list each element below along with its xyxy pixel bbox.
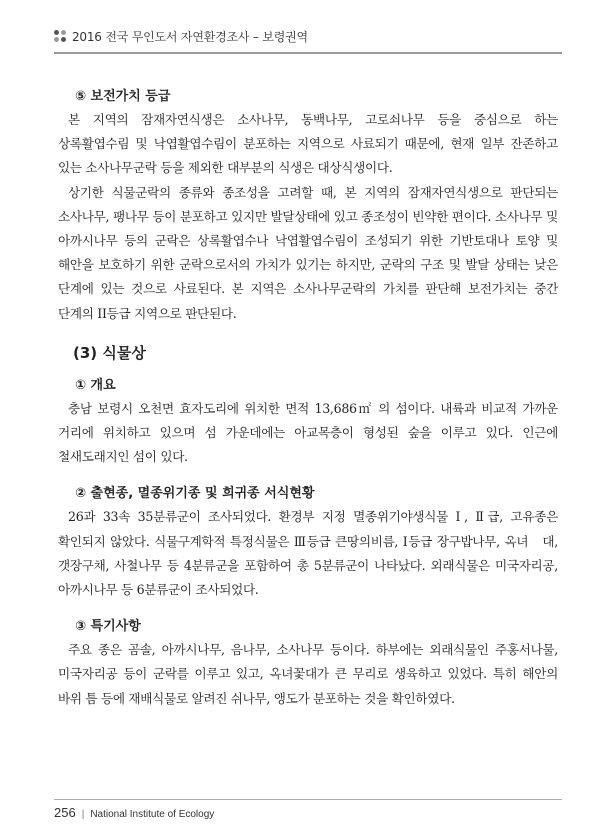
- footer-organization: National Institute of Ecology: [90, 809, 215, 820]
- species-heading: ② 출현종, 멸종위기종 및 희귀종 서식현황: [75, 486, 315, 502]
- conservation-heading: ⑤ 보전가치 등급: [75, 89, 171, 104]
- page-number: 256: [54, 805, 76, 820]
- footer-separator: |: [81, 809, 85, 820]
- header-divider: [54, 52, 562, 54]
- page-header: [54, 25, 562, 47]
- conservation-paragraph-2: [58, 181, 558, 326]
- species-paragraph: [58, 505, 558, 602]
- conservation-text-2: 상기한 식물군락의 종류와 종조성을 고려할 때, 본 지역의 잠재자연식생으로 판단되는 소사나무, 팽나무 등이 분포하고 있지만 발달상태에 있고 종조성이 빈약한 편이다. 소사나무 및 아까시나무 등의 군락은 상록활엽수나 낙엽활엽수림이 조성되기 위한 기반토대나 토양 및 해안을 보호하기 위한 군락으로서의 가치가 있기는 하지만, 군락의 구조 및 발달 상태는 낮은 단계에 있는 것으로 사료된다. 본 지역은 소사나무군락의 가치를 판단해 보전가치는 중간 단계의 II등급 지역으로 판단된다.: [58, 184, 558, 321]
- notes-heading: ③ 특기사항: [75, 619, 141, 635]
- notes-text: 주요 종은 곰솔, 아까시나무, 음나무, 소사나무 등이다. 하부에는 외래식물인 주홍서나물, 미국자리공 등이 군락를 이루고 있고, 옥녀꽃대가 큰 무리로 생육하고 있었다. 특히 해안의 바위 틈 등에 재배식물로 알려진 쉬나무, 앵도가 분포하는 것을 확인하였다.: [58, 642, 558, 706]
- page-content: [58, 86, 558, 711]
- species-text: 26과 33속 35분류군이 조사되었다. 환경부 지정 멸종위기야생식물 Ⅰ, Ⅱ급, 고유종은 확인되지 않았다. 식물구계학적 특정식물은 Ⅲ등급 큰땅의비름, Ⅰ등급 장구밥나무, 옥녀 대, 갯장구채, 사철나무 등 4분류군을 포함하여 총 5분류군이 나타났다. 외래식물은 미국자리공, 아까시나무 등 6분류군이 조사되었다.: [58, 509, 558, 598]
- header-title: 2016 전국 무인도서 자연환경조사 – 보령권역: [72, 29, 308, 44]
- page-footer: [54, 805, 214, 820]
- conservation-paragraph-1: [58, 108, 558, 181]
- header-dots-icon: [54, 30, 66, 42]
- footer-divider: [54, 799, 562, 800]
- flora-heading: (3) 식물상: [73, 343, 146, 362]
- notes-paragraph: [58, 638, 558, 711]
- overview-paragraph: [58, 397, 558, 470]
- overview-text: 충남 보령시 오천면 효자도리에 위치한 면적 13,686㎡ 의 섬이다. 내륙과 비교적 가까운 거리에 위치하고 있으며 섬 가운데에는 아교목층이 형성된 숲을 이루고 있다. 인근에 철새도래지인 섬이 있다.: [58, 400, 558, 465]
- overview-heading: ① 개요: [75, 377, 116, 393]
- conservation-text-1: 본 지역의 잠재자연식생은 소사나무, 동백나무, 고로쇠나무 등을 중심으로 하는 상록활엽수림 및 낙엽활엽수림이 분포하는 지역으로 사료되기 때문에, 현재 일부 잔존하고 있는 소사나무군락 등을 제외한 대부분의 식생은 대상식생이다.: [58, 112, 558, 176]
